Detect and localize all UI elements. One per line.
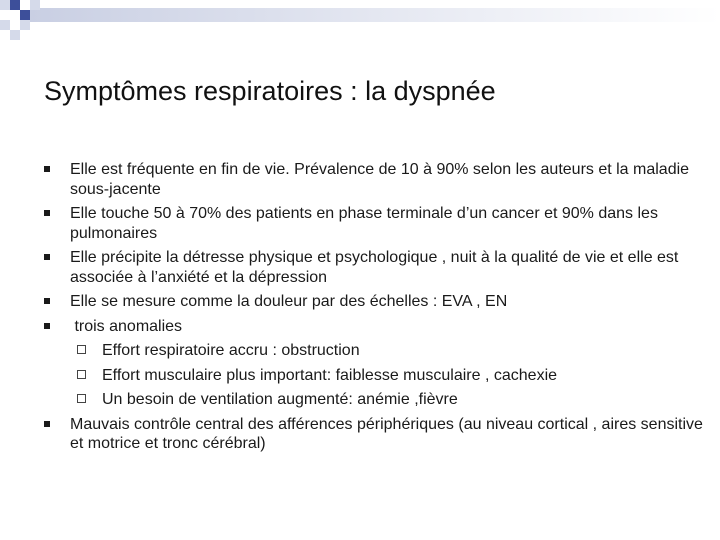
sub-list-item-text: Un besoin de ventilation augmenté: anémie ,fièvre <box>102 391 458 408</box>
hollow-square-bullet-icon <box>77 370 86 379</box>
slide-title: Symptômes respiratoires : la dyspnée <box>44 76 496 106</box>
sub-list <box>70 341 704 410</box>
deco-square <box>30 0 40 10</box>
square-bullet-icon <box>44 210 50 216</box>
hollow-square-bullet-icon <box>77 345 86 354</box>
square-bullet-icon <box>44 254 50 260</box>
list-item <box>44 317 704 410</box>
list-item-text: trois anomalies <box>70 317 183 335</box>
list-item <box>44 292 704 312</box>
list-item-text: Elle touche 50 à 70% des patients en phase terminale d’un cancer et 90% dans les pulmonaires <box>70 205 658 242</box>
square-bullet-icon <box>44 298 50 304</box>
sub-list-item <box>70 341 704 361</box>
hollow-square-bullet-icon <box>77 394 86 403</box>
list-item-text: Elle précipite la détresse physique et psychologique , nuit à la qualité de vie et elle est associée à l’anxiété et la dépression <box>70 249 679 286</box>
header-band <box>30 8 720 22</box>
list-item-text: Elle est fréquente en fin de vie. Prévalence de 10 à 90% selon les auteurs et la maladie sous-jacente <box>70 161 690 198</box>
deco-square <box>0 0 10 10</box>
sub-list-item <box>70 366 704 386</box>
list-item <box>44 160 704 199</box>
sub-list-item-text: Effort respiratoire accru : obstruction <box>102 342 360 359</box>
deco-square <box>0 20 10 30</box>
list-item <box>44 415 704 454</box>
list-item <box>44 204 704 243</box>
deco-square <box>10 0 20 10</box>
square-bullet-icon <box>44 323 50 329</box>
sub-list-item <box>70 390 704 410</box>
header-decoration <box>0 0 720 60</box>
list-item-text: Elle se mesure comme la douleur par des échelles : EVA , EN <box>70 293 508 310</box>
list-item <box>44 248 704 287</box>
deco-square <box>10 30 20 40</box>
sub-list-item-text: Effort musculaire plus important: faiblesse musculaire , cachexie <box>102 366 558 384</box>
bullet-list <box>44 160 704 459</box>
deco-square <box>20 10 30 20</box>
deco-square <box>20 20 30 30</box>
list-item-text: Mauvais contrôle central des afférences périphériques (au niveau cortical , aires sensitive et motrice et tronc cérébral) <box>70 415 703 452</box>
square-bullet-icon <box>44 166 50 172</box>
square-bullet-icon <box>44 421 50 427</box>
